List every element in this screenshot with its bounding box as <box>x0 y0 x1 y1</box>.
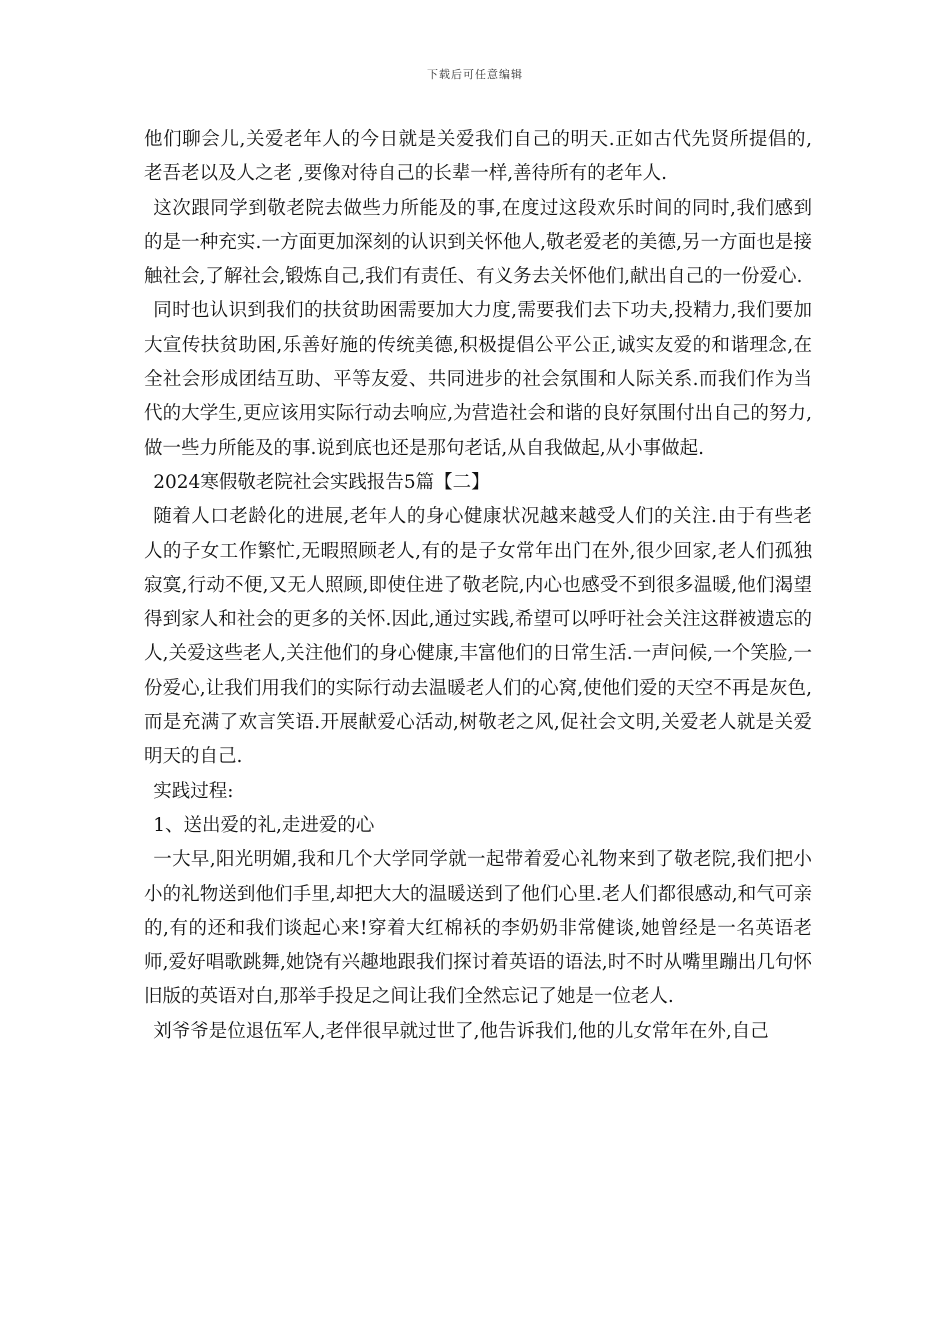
subsection-heading: 实践过程: <box>153 780 234 802</box>
section-heading: 2024寒假敬老院社会实践报告5篇【二】 <box>153 471 490 493</box>
paragraph: 他们聊会儿,关爱老年人的今日就是关爱我们自己的明天.正如古代先贤所提倡的, 老吾老以及人之老 ,要像对待自己的长辈一样,善待所有的老年人. <box>144 129 812 185</box>
page-header: 下载后可任意编辑 <box>427 68 523 81</box>
paragraph: 这次跟同学到敬老院去做些力所能及的事,在度过这段欢乐时间的同时,我们感到的是一种充实.一方面更加深刻的认识到关怀他人,敬老爱老的美德,另一方面也是接触社会,了解社会,锻炼自己,我们有责任、有义务去关怀他们,献出自己的一份爱心. <box>144 197 812 288</box>
paragraph: 随着人口老龄化的进展,老年人的身心健康状况越来越受人们的关注.由于有些老人的子女工作繁忙,无暇照顾老人,有的是子女常年出门在外,很少回家,老人们孤独寂寞,行动不便,又无人照顾,即使住进了敬老院,内心也感受不到很多温暖,他们渴望得到家人和社会的更多的关怀.因此,通过实践,希望可以呼吁社会关注这群被遗忘的人,关爱这些老人,关注他们的身心健康,丰富他们的日常生活.一声问候,一个笑脸,一份爱心,让我们用我们的实际行动去温暖老人们的心窝,使他们爱的天空不再是灰色,而是充满了欢言笑语.开展献爱心活动,树敬老之风,促社会文明,关爱老人就是关爱明天的自己. <box>144 506 812 768</box>
paragraph: 刘爷爷是位退伍军人,老伴很早就过世了,他告诉我们,他的儿女常年在外,自己 <box>153 1020 769 1042</box>
document-body <box>144 123 812 1049</box>
subsection-heading: 1、送出爱的礼,走进爱的心 <box>153 814 375 836</box>
paragraph: 一大早,阳光明媚,我和几个大学同学就一起带着爱心礼物来到了敬老院,我们把小小的礼物送到他们手里,却把大大的温暖送到了他们心里.老人们都很感动,和气可亲的,有的还和我们谈起心来!穿着大红棉袄的李奶奶非常健谈,她曾经是一名英语老师,爱好唱歌跳舞,她饶有兴趣地跟我们探讨着英语的语法,时不时从嘴里蹦出几句怀旧版的英语对白,那举手投足之间让我们全然忘记了她是一位老人. <box>144 849 812 1008</box>
paragraph: 同时也认识到我们的扶贫助困需要加大力度,需要我们去下功夫,投精力,我们要加大宣传扶贫助困,乐善好施的传统美德,积极提倡公平公正,诚实友爱的和谐理念,在全社会形成团结互助、平等友爱、共同进步的社会氛围和人际关系.而我们作为当代的大学生,更应该用实际行动去响应,为营造社会和谐的良好氛围付出自己的努力,做一些力所能及的事.说到底也还是那句老话,从自我做起,从小事做起. <box>144 300 812 459</box>
